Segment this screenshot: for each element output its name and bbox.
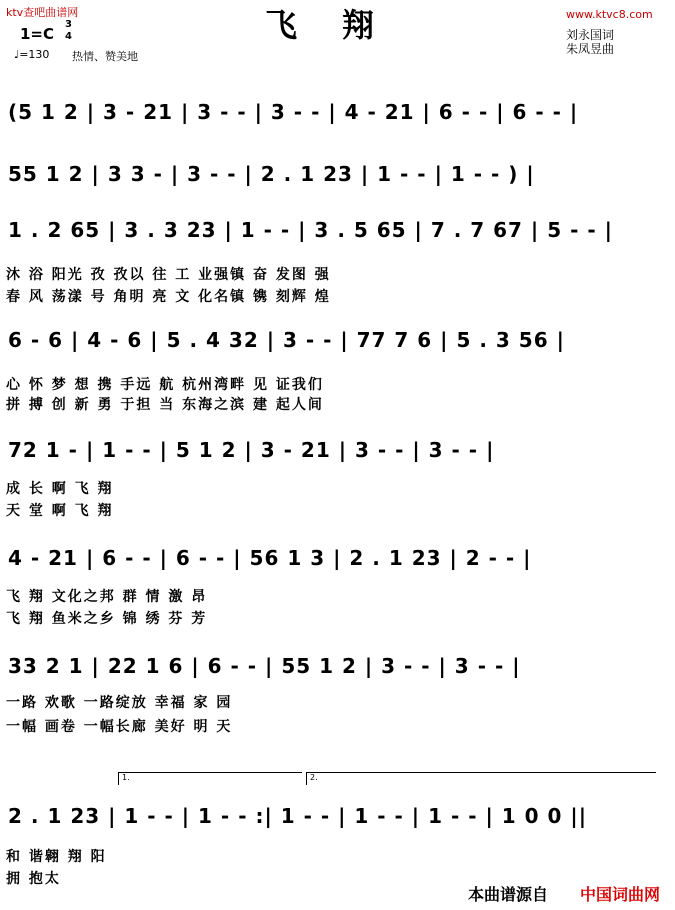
song-title: 飞翔 <box>265 6 420 44</box>
lyricist-credit: 刘永国词 <box>566 28 615 42</box>
site-watermark-left[interactable]: ktv查吧曲谱网 <box>6 6 79 19</box>
lyric-row-8-verse-2: 拥 抱太 <box>6 871 61 887</box>
time-signature-bottom: 4 <box>65 31 72 42</box>
key-signature: 1=C <box>20 25 55 43</box>
expression-marking: 热情、赞美地 <box>72 50 138 63</box>
lyric-row-7-verse-2: 一幅 画卷 一幅长廊 美好 明 天 <box>6 719 233 735</box>
volta-first-ending: 1. <box>118 772 302 785</box>
composer-credit: 朱凤昱曲 <box>566 42 615 56</box>
notation-row-7: 33 2 1 | 22 1 6 | 6 - - | 55 1 2 | 3 - - | 3 - - | <box>8 654 521 678</box>
source-label: 本曲谱源自 <box>468 885 549 904</box>
time-signature-top: 3 <box>65 19 72 30</box>
lyric-row-3-verse-2: 春 风 荡漾 号 角明 亮 文 化名镇 镌 刻辉 煌 <box>6 289 331 305</box>
lyric-row-8-verse-1: 和 谐翱 翔 阳 <box>6 849 107 865</box>
notation-row-6: 4 - 21 | 6 - - | 6 - - | 56 1 3 | 2 . 1 23 | 2 - - | <box>8 546 532 570</box>
notation-row-2: 55 1 2 | 3 3 - | 3 - - | 2 . 1 23 | 1 - - | 1 - - ) | <box>8 162 535 186</box>
lyric-row-5-verse-2: 天 堂 啊 飞 翔 <box>6 503 114 519</box>
source-site-link[interactable]: 中国词曲网 <box>580 885 661 904</box>
lyric-row-7-verse-1: 一路 欢歌 一路绽放 幸福 家 园 <box>6 695 233 711</box>
volta-second-ending: 2. <box>306 772 656 785</box>
notation-row-1: (5 1 2 | 3 - 21 | 3 - - | 3 - - | 4 - 21 | 6 - - | 6 - - | <box>8 100 579 124</box>
notation-row-5: 72 1 - | 1 - - | 5 1 2 | 3 - 21 | 3 - - | 3 - - | <box>8 438 495 462</box>
site-watermark-right[interactable]: www.ktvc8.com <box>566 8 653 21</box>
notation-row-3: 1 . 2 65 | 3 . 3 23 | 1 - - | 3 . 5 65 | 7 . 7 67 | 5 - - | <box>8 218 613 242</box>
notation-row-4: 6 - 6 | 4 - 6 | 5 . 4 32 | 3 - - | 77 7 6 | 5 . 3 56 | <box>8 328 565 352</box>
notation-row-8: 2 . 1 23 | 1 - - | 1 - - :| 1 - - | 1 - - | 1 - - | 1 0 0 || <box>8 804 587 828</box>
lyric-row-5-verse-1: 成 长 啊 飞 翔 <box>6 481 114 497</box>
lyric-row-4-verse-1: 心 怀 梦 想 携 手远 航 杭州湾畔 见 证我们 <box>6 377 324 393</box>
lyric-row-3-verse-1: 沐 浴 阳光 孜 孜以 往 工 业强镇 奋 发图 强 <box>6 267 331 283</box>
lyric-row-4-verse-2: 拼 搏 创 新 勇 于担 当 东海之滨 建 起人间 <box>6 397 324 413</box>
lyric-row-6-verse-2: 飞 翔 鱼米之乡 锦 绣 芬 芳 <box>6 611 208 627</box>
tempo-marking: ♩=130 <box>14 48 50 61</box>
lyric-row-6-verse-1: 飞 翔 文化之邦 群 情 激 昂 <box>6 589 208 605</box>
